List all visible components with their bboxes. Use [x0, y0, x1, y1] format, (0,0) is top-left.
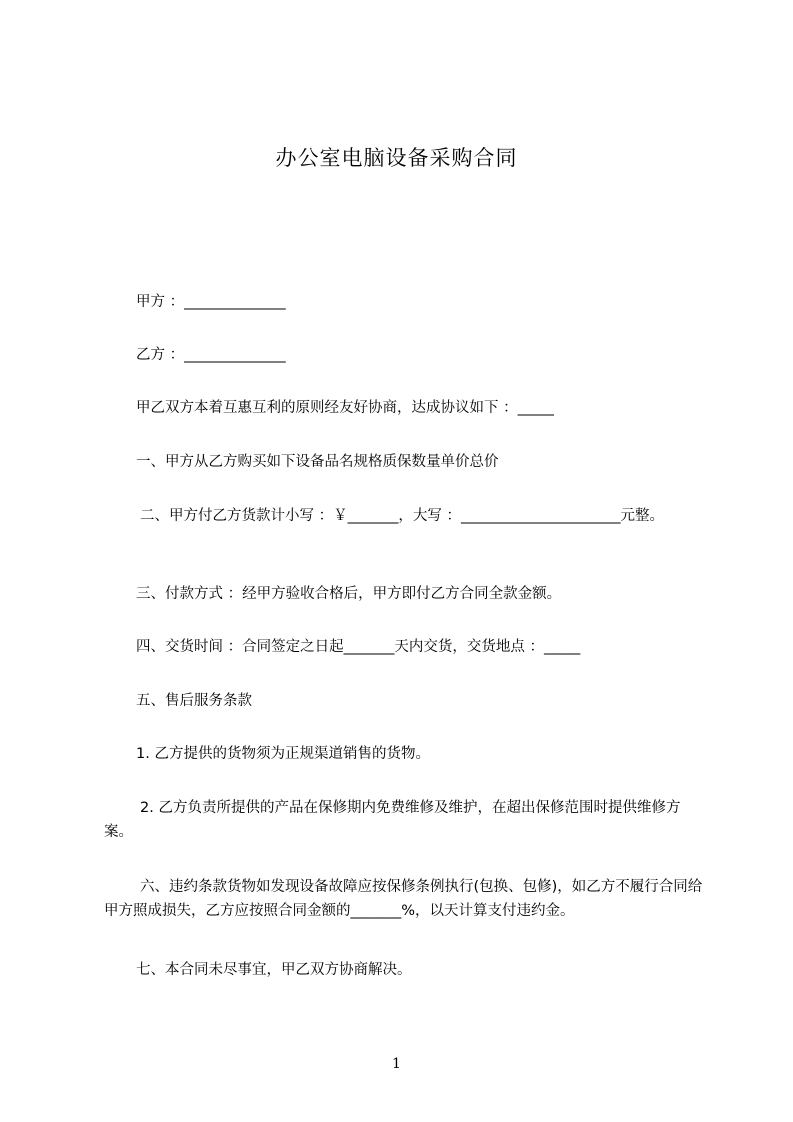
document-title: 办公室电脑设备采购合同: [275, 146, 518, 170]
clause-2: 二、甲方付乙方货款计小写 ：￥_______，大写 ：______________________元整。: [140, 508, 664, 524]
clause-5-item-2: 2. 乙方负责所提供的产品在保修期内免费维修及维护，在超出保修范围时提供维修方案。: [104, 800, 681, 840]
page-number: 1: [392, 1056, 401, 1072]
party-b-line: 乙方 ：______________: [136, 347, 286, 363]
clause-5-item-1: 1. 乙方提供的货物须为正规渠道销售的货物。: [136, 746, 430, 762]
clause-6: 六、违约条款货物如发现设备故障应按保修条例执行(包换、包修)，如乙方不履行合同给甲方照成损失，乙方应按照合同金额的_______%，以天计算支付违约金。: [104, 879, 703, 919]
clause-5-heading: 五、售后服务条款: [136, 693, 252, 709]
clause-7: 七、本合同未尽事宜，甲乙双方协商解决。: [136, 962, 412, 978]
party-a-line: 甲方 ：______________: [136, 294, 286, 310]
clause-4: 四、交货时间 ：合同签定之日起_______天内交货，交货地点 ：_____: [136, 639, 581, 655]
clause-3: 三、付款方式 ：经甲方验收合格后，甲方即付乙方合同全款金额。: [136, 586, 562, 602]
agreement-intro: 甲乙双方本着互惠互利的原则经友好协商，达成协议如下 ：_____: [136, 400, 554, 416]
clause-1: 一、甲方从乙方购买如下设备品名规格质保数量单价总价: [136, 454, 499, 470]
